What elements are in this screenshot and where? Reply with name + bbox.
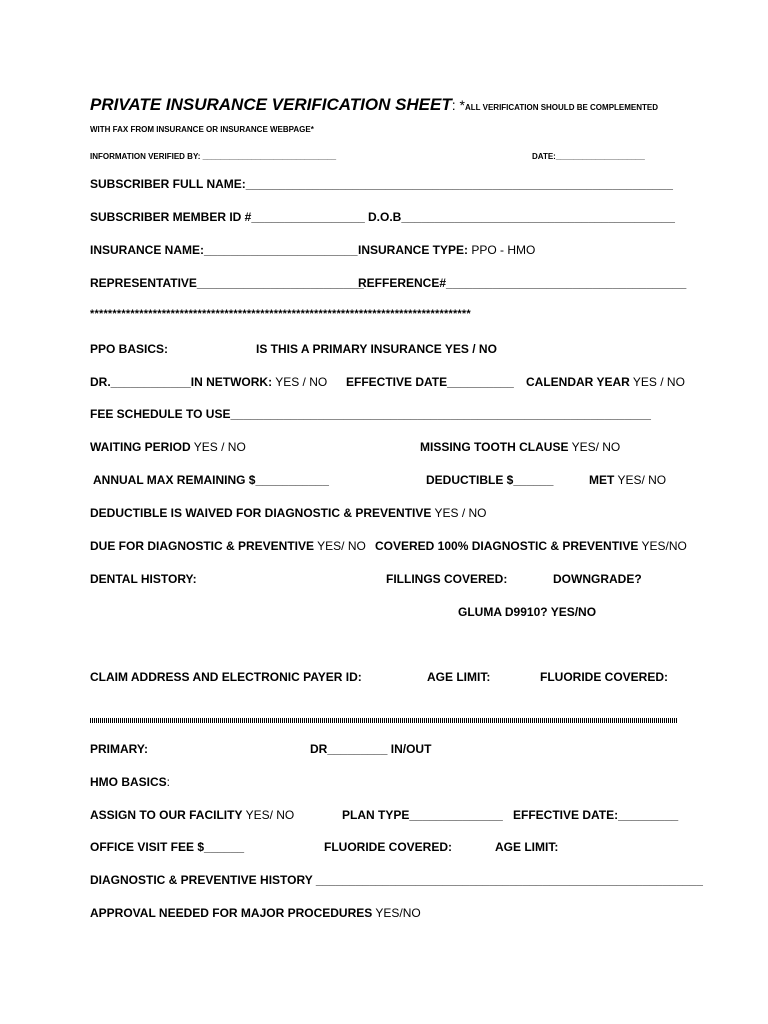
verified-date-field[interactable]: DATE:____________________ — [532, 152, 645, 161]
deductible-waived-yes-no: YES / NO — [431, 506, 487, 520]
fee-schedule-field[interactable]: FEE SCHEDULE TO USE_______________________________________________________________ — [90, 407, 651, 421]
met-yes-no: YES/ NO — [614, 473, 667, 487]
hmo-age-limit-label: AGE LIMIT: — [495, 840, 559, 854]
due-diagnostic-label: DUE FOR DIAGNOSTIC & PREVENTIVE — [90, 539, 315, 553]
dental-history-label: DENTAL HISTORY: — [90, 572, 197, 586]
covered-100-field[interactable] — [375, 538, 687, 554]
ppo-basics-row — [90, 341, 685, 357]
dr-network-field[interactable] — [90, 375, 327, 389]
fillings-covered-label: FILLINGS COVERED: — [386, 572, 508, 586]
calendar-year-yes-no: YES / NO — [629, 375, 685, 389]
insurance-type-label: INSURANCE TYPE: — [358, 243, 469, 257]
star-separator: ************************************************************************************* — [90, 308, 471, 320]
hmo-basics-colon: : — [166, 775, 171, 789]
hmo-primary-label: PRIMARY: — [90, 742, 148, 756]
ppo-fluoride-covered-label: FLUORIDE COVERED: — [540, 670, 669, 684]
ppo-effective-date-field[interactable]: EFFECTIVE DATE__________ — [346, 375, 514, 389]
hmo-effective-date-field[interactable]: EFFECTIVE DATE:_________ — [513, 808, 679, 822]
diagnostic-history-field[interactable]: DIAGNOSTIC & PREVENTIVE HISTORY __________________________________________________________ — [90, 873, 703, 887]
deductible-waived-field[interactable] — [90, 505, 685, 521]
annual-max-row — [90, 472, 685, 488]
claim-address-label: CLAIM ADDRESS AND ELECTRONIC PAYER ID: — [90, 670, 362, 684]
subscriber-id-row — [90, 209, 685, 225]
title-colon: : * — [451, 97, 465, 113]
waiting-period-yes-no: YES / NO — [190, 440, 246, 454]
representative-field[interactable]: REPRESENTATIVE_________________________ — [90, 276, 364, 290]
deductible-field[interactable]: DEDUCTIBLE $______ — [426, 473, 554, 487]
assign-facility-field[interactable] — [90, 808, 294, 822]
section-divider — [90, 718, 678, 723]
page-title — [90, 95, 658, 115]
downgrade-label: DOWNGRADE? — [553, 572, 642, 586]
insurance-type[interactable] — [358, 242, 535, 258]
approval-needed-field[interactable] — [90, 905, 685, 921]
hmo-fluoride-covered-label: FLUORIDE COVERED: — [324, 840, 453, 854]
missing-tooth-field[interactable] — [420, 439, 620, 455]
office-visit-row — [90, 839, 685, 855]
waiting-period-label: WAITING PERIOD — [90, 440, 191, 454]
insurance-type-value: PPO - HMO — [468, 243, 536, 257]
title-note-1: ALL VERIFICATION SHOULD BE COMPLEMENTED — [464, 103, 659, 112]
missing-tooth-label: MISSING TOOTH CLAUSE — [420, 440, 569, 454]
verified-row — [90, 149, 685, 165]
assign-facility-label: ASSIGN TO OUR FACILITY — [90, 808, 243, 822]
due-diagnostic-field[interactable] — [90, 539, 366, 553]
approval-needed-yes-no: YES/NO — [372, 906, 421, 920]
insurance-row — [90, 242, 685, 258]
claim-row — [90, 669, 685, 685]
assign-row — [90, 807, 685, 823]
calendar-year-label: CALENDAR YEAR — [526, 375, 630, 389]
primary-insurance-question[interactable]: IS THIS A PRIMARY INSURANCE YES / NO — [256, 342, 497, 356]
plan-type-field[interactable]: PLAN TYPE______________ — [342, 808, 503, 822]
dr-network-label: DR.____________IN NETWORK: — [90, 375, 273, 389]
hmo-primary-row — [90, 741, 685, 757]
calendar-year-field[interactable] — [526, 374, 685, 390]
in-network-yes-no: YES / NO — [272, 375, 328, 389]
hmo-dr-inout-field[interactable]: DR_________ IN/OUT — [310, 742, 432, 756]
title-main: PRIVATE INSURANCE VERIFICATION SHEET — [90, 95, 452, 114]
verified-by-field[interactable]: INFORMATION VERIFIED BY: ______________________________ — [90, 152, 337, 161]
subscriber-member-id-field[interactable]: SUBSCRIBER MEMBER ID #_________________ — [90, 210, 365, 224]
subscriber-full-name-field[interactable]: SUBSCRIBER FULL NAME:________________________________________________________________ — [90, 177, 673, 191]
ppo-basics-heading: PPO BASICS: — [90, 342, 169, 356]
met-label: MET — [589, 473, 615, 487]
ppo-age-limit-label: AGE LIMIT: — [427, 670, 491, 684]
title-note-2: WITH FAX FROM INSURANCE OR INSURANCE WEBPAGE* — [90, 125, 314, 134]
insurance-name-field[interactable]: INSURANCE NAME:_______________________ — [90, 243, 358, 257]
dental-history-row — [90, 571, 685, 587]
assign-facility-yes-no: YES/ NO — [242, 808, 295, 822]
missing-tooth-yes-no: YES/ NO — [568, 440, 621, 454]
met-field[interactable] — [589, 472, 666, 488]
due-diagnostic-yes-no: YES/ NO — [314, 539, 366, 553]
dob-field[interactable]: D.O.B_________________________________________ — [368, 210, 675, 224]
reference-field[interactable]: REFFERENCE#____________________________________ — [358, 276, 687, 290]
covered-100-label: COVERED 100% DIAGNOSTIC & PREVENTIVE — [375, 539, 639, 553]
approval-needed-label: APPROVAL NEEDED FOR MAJOR PROCEDURES — [90, 906, 373, 920]
hmo-basics-heading — [90, 774, 685, 790]
office-visit-fee-field[interactable]: OFFICE VISIT FEE $______ — [90, 840, 245, 854]
covered-100-yes-no: YES/NO — [638, 539, 687, 553]
deductible-waived-label: DEDUCTIBLE IS WAIVED FOR DIAGNOSTIC & PREVENTIVE — [90, 506, 432, 520]
due-row — [90, 538, 685, 554]
waiting-row — [90, 439, 685, 455]
waiting-period-field[interactable] — [90, 440, 246, 454]
hmo-basics-label: HMO BASICS — [90, 775, 167, 789]
representative-row — [90, 275, 685, 291]
network-row — [90, 374, 685, 390]
gluma-question[interactable]: GLUMA D9910? YES/NO — [458, 605, 597, 619]
annual-max-field[interactable]: ANNUAL MAX REMAINING $___________ — [93, 473, 329, 487]
